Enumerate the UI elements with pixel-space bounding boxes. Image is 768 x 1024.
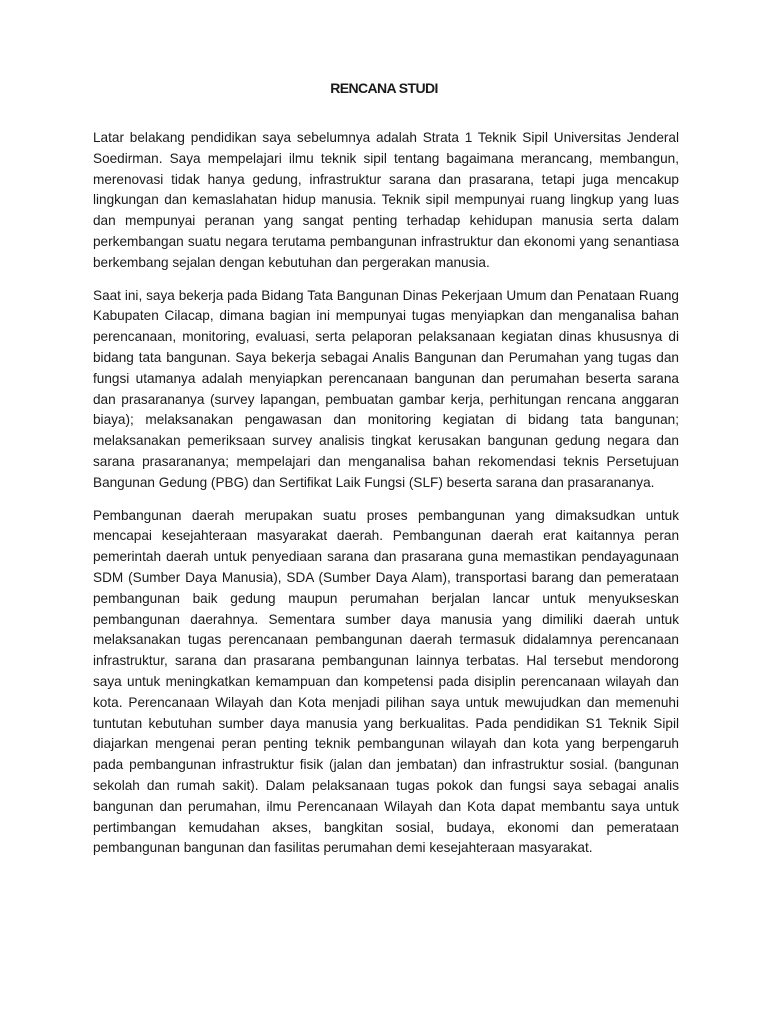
paragraph-regional-development: Pembangunan daerah merupakan suatu proses pembangunan yang dimaksudkan untuk mencapai kesejahteraan masyarakat daerah. Pembangunan daerah erat kaitannya peran pemerintah daerah untuk penyediaan sarana dan prasarana guna memastikan pendayagunaan SDM (Sumber Daya Manusia), SDA (Sumber Daya Alam), transportasi barang dan pemerataan pembangunan baik gedung maupun perumahan berjalan lancar untuk menyukseskan pembangunan daerahnya. Sementara sumber daya manusia yang dimiliki daerah untuk melaksanakan tugas perencanaan pembangunan daerah termasuk didalamnya perencanaan infrastruktur, sarana dan prasarana pembangunan lainnya terbatas. Hal tersebut mendorong saya untuk meningkatkan kemampuan dan kompetensi pada disiplin perencanaan wilayah dan kota. Perencanaan Wilayah dan Kota menjadi pilihan saya untuk mewujudkan dan memenuhi tuntutan kebutuhan sumber daya manusia yang berkualitas. Pada pendidikan S1 Teknik Sipil diajarkan mengenai peran penting teknik pembangunan wilayah dan kota yang berpengaruh pada pembangunan infrastruktur fisik (jalan dan jembatan) dan infrastruktur sosial. (bangunan sekolah dan rumah sakit). Dalam pelaksanaan tugas pokok dan fungsi saya sebagai analis bangunan dan perumahan, ilmu Perencanaan Wilayah dan Kota dapat membantu saya untuk pertimbangan kemudahan akses, bangkitan sosial, budaya, ekonomi dan pemerataan pembangunan bangunan dan fasilitas perumahan demi kesejahteraan masyarakat. (93, 507, 679, 856)
paragraph-current-work: Saat ini, saya bekerja pada Bidang Tata Bangunan Dinas Pekerjaan Umum dan Penataan Ruang Kabupaten Cilacap, dimana bagian ini mempunyai tugas menyiapkan dan menganalisa bahan perencanaan, monitoring, evaluasi, serta pelaporan pelaksanaan kegiatan dinas khususnya di bidang tata bangunan. Saya bekerja sebagai Analis Bangunan dan Perumahan yang tugas dan fungsi utamanya adalah menyiapkan perencanaan bangunan dan perumahan beserta sarana dan prasarananya (survey lapangan, pembuatan gambar kerja, perhitungan rencana anggaran biaya); melaksanakan pengawasan dan monitoring kegiatan di bidang tata bangunan; melaksanakan pemeriksaan survey analisis tingkat kerusakan bangunan gedung negara dan sarana prasarananya; mempelajari dan menganalisa bahan rekomendasi teknis Persetujuan Bangunan Gedung (PBG) dan Sertifikat Laik Fungsi (SLF) beserta sarana dan prasarananya. (93, 287, 679, 490)
document-body (93, 128, 679, 859)
document-title: RENCANA STUDI (330, 80, 438, 96)
paragraph-education-background: Latar belakang pendidikan saya sebelumnya adalah Strata 1 Teknik Sipil Universitas Jenderal Soedirman. Saya mempelajari ilmu teknik sipil tentang bagaimana merancang, membangun, merenovasi tidak hanya gedung, infrastruktur sarana dan prasarana, tetapi juga mencakup lingkungan dan kemaslahatan hidup manusia. Teknik sipil mempunyai ruang lingkup yang luas dan mempunyai peranan yang sangat penting terhadap kehidupan manusia serta dalam perkembangan suatu negara terutama pembangunan infrastruktur dan ekonomi yang senantiasa berkembang sejalan dengan kebutuhan dan pergerakan manusia. (93, 130, 679, 270)
